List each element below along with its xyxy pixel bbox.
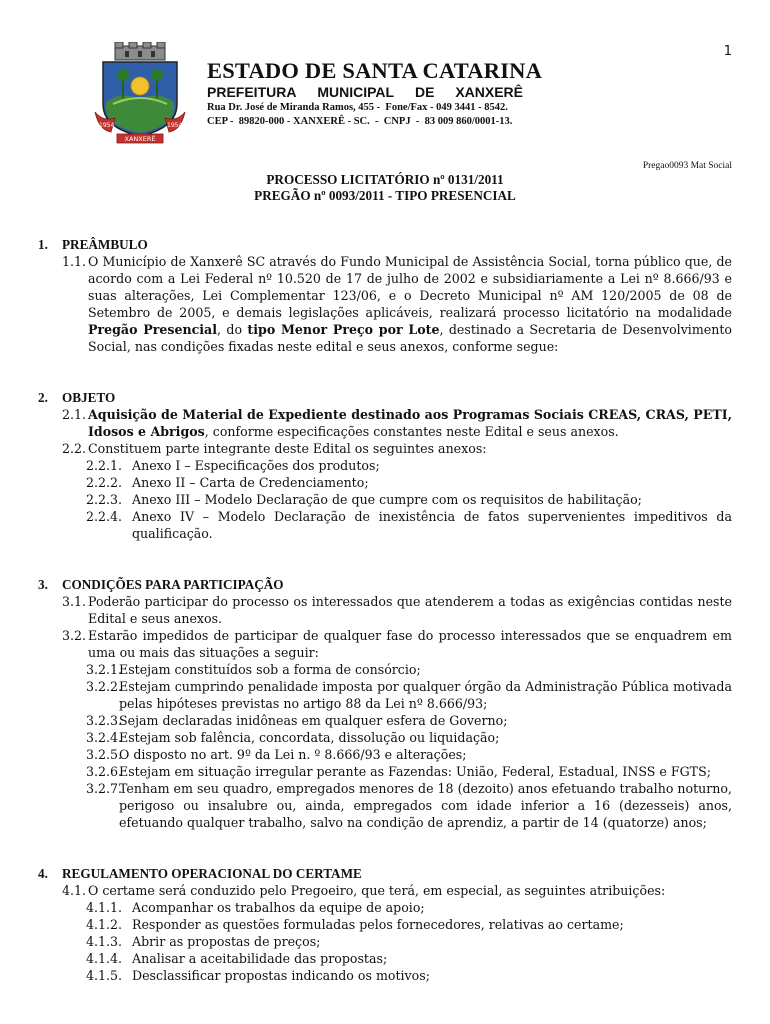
subclause-number: 3.2.2. — [86, 679, 123, 694]
subclause — [38, 474, 732, 491]
crest-ribbon-right: 1954 — [167, 122, 183, 129]
section-heading — [38, 389, 732, 406]
subclause-text: Abrir as propostas de preços; — [132, 934, 321, 949]
section-number: 2. — [38, 390, 48, 405]
subclause-text: Desclassificar propostas indicando os motivos; — [132, 968, 430, 983]
subclause-text: Estejam sob falência, concordata, dissolução ou liquidação; — [119, 730, 500, 745]
crest-city: XANXERÊ — [124, 135, 156, 143]
state-title: ESTADO DE SANTA CATARINA — [207, 58, 543, 83]
subclause — [38, 457, 732, 474]
section-heading — [38, 576, 732, 593]
address-line: Rua Dr. José de Miranda Ramos, 455 - Fone/Fax - 049 3441 - 8542. — [207, 102, 508, 113]
clause-bold-type: tipo Menor Preço por Lote — [247, 322, 440, 337]
clause-number: 3.1. — [62, 594, 87, 609]
letterhead — [207, 58, 727, 129]
prefeitura-word: MUNICIPAL — [317, 84, 395, 100]
subclause-number: 2.2.1. — [86, 458, 123, 473]
subclause-number: 4.1.2. — [86, 917, 123, 932]
subclause-number: 4.1.4. — [86, 951, 123, 966]
section-title: CONDIÇÕES PARA PARTICIPAÇÃO — [62, 577, 284, 592]
municipal-crest-icon — [93, 42, 187, 144]
subclause-text: Analisar a aceitabilidade das propostas; — [132, 951, 388, 966]
subclause-text: O disposto no art. 9º da Lei n. º 8.666/93 e alterações; — [119, 747, 467, 762]
document-titles — [0, 172, 770, 204]
clause — [38, 593, 732, 627]
clause — [38, 406, 732, 440]
clause-text — [88, 406, 732, 440]
subclause — [38, 491, 732, 508]
subclause-text: Anexo I – Especificações dos produtos; — [132, 458, 380, 473]
process-title: PROCESSO LICITATÓRIO nº 0131/2011 — [266, 172, 504, 187]
subclause-number: 2.2.4. — [86, 509, 123, 524]
subclause-number: 3.2.5. — [86, 747, 123, 762]
crest-ribbon-left: 1954 — [99, 122, 115, 129]
subclause — [38, 508, 732, 542]
subclause — [38, 916, 732, 933]
section-heading — [38, 236, 732, 253]
subclause — [38, 899, 732, 916]
subclause-text: Estejam em situação irregular perante as Fazendas: União, Federal, Estadual, INSS e FGTS; — [119, 764, 711, 779]
clause-bold-modality: Pregão Presencial — [88, 322, 218, 337]
section-title: REGULAMENTO OPERACIONAL DO CERTAME — [62, 866, 362, 881]
section-number: 4. — [38, 866, 48, 881]
subclause-text: Responder as questões formuladas pelos fornecedores, relativas ao certame; — [132, 917, 624, 932]
subclause — [38, 746, 732, 763]
subclause — [38, 729, 732, 746]
section-title: PREÂMBULO — [62, 237, 148, 252]
subclause-text: Estejam constituídos sob a forma de consórcio; — [119, 662, 421, 677]
subclause-number: 2.2.3. — [86, 492, 123, 507]
clause-text: Constituem parte integrante deste Edital os seguintes anexos: — [88, 441, 487, 456]
clause — [38, 882, 732, 899]
clause-text: O certame será conduzido pelo Pregoeiro, que terá, em especial, as seguintes atribuições: — [88, 883, 666, 898]
subclause — [38, 780, 732, 831]
crest-crown — [115, 42, 165, 60]
prefeitura-title — [207, 84, 523, 101]
clause-number: 1.1. — [62, 254, 87, 269]
subclause — [38, 967, 732, 984]
clause-number: 4.1. — [62, 883, 87, 898]
subclause — [38, 712, 732, 729]
subclause-number: 3.2.4. — [86, 730, 123, 745]
subclause-number: 4.1.1. — [86, 900, 123, 915]
clause — [38, 440, 732, 457]
subclause-number: 3.2.6. — [86, 764, 123, 779]
subclause-text: Anexo II – Carta de Credenciamento; — [132, 475, 369, 490]
clause-bold-object: Aquisição de Material de Expediente destinado aos Programas Sociais CREAS, CRAS, PETI, Idosos e Abrigos — [88, 407, 732, 439]
clause-text-part: O Município de Xanxerê SC através do Fundo Municipal de Assistência Social, torna público que, de acordo com a Lei Federal nº 10.520 de 17 de julho de 2002 e subsidiariamente a Lei nº 8.666/93 e suas alterações, Lei Complementar 123/06, e o Decreto Municipal nº AM 120/2005 de 08 de Setembro de 2005, e demais legislações aplicáveis, realizará processo licitatório na modalidade — [88, 254, 732, 320]
subclause-number: 3.2.7. — [86, 781, 123, 796]
section-number: 3. — [38, 577, 48, 592]
clause-number: 3.2. — [62, 628, 87, 643]
clause-number: 2.1. — [62, 407, 87, 422]
clause-text-part: , do — [217, 322, 248, 337]
subclause-number: 2.2.2. — [86, 475, 123, 490]
section-number: 1. — [38, 237, 48, 252]
subclause — [38, 661, 732, 678]
clause — [38, 253, 732, 355]
subclause-text: Tenham em seu quadro, empregados menores de 18 (dezoito) anos efetuando trabalho noturno, perigoso ou insalubre ou, ainda, empregados com idade inferior a 16 (dezesseis) anos, efetuando qualquer trabalho, salvo na condição de aprendiz, a partir de 14 (quatorze) anos; — [119, 781, 732, 830]
subclause — [38, 950, 732, 967]
subclause-text: Sejam declaradas inidôneas em qualquer esfera de Governo; — [119, 713, 508, 728]
subclause-text: Acompanhar os trabalhos da equipe de apoio; — [132, 900, 425, 915]
clause-text-part: , conforme especificações constantes neste Edital e seus anexos. — [204, 424, 619, 439]
pregao-title: PREGÃO nº 0093/2011 - TIPO PRESENCIAL — [254, 188, 516, 203]
subclause-text: Anexo IV – Modelo Declaração de inexistência de fatos supervenientes impeditivos da qualificação. — [132, 509, 732, 541]
prefeitura-word: XANXERÊ — [455, 84, 523, 100]
file-reference: Pregao0093 Mat Social — [642, 161, 732, 171]
subclause — [38, 763, 732, 780]
subclause-number: 4.1.5. — [86, 968, 123, 983]
subclause — [38, 678, 732, 712]
prefeitura-word: PREFEITURA — [207, 84, 297, 100]
clause-text: Poderão participar do processo os interessados que atenderem a todas as exigências contidas neste Edital e seus anexos. — [88, 594, 732, 626]
subclause-number: 4.1.3. — [86, 934, 123, 949]
prefeitura-word: DE — [414, 84, 435, 100]
section-heading — [38, 865, 732, 882]
clause-number: 2.2. — [62, 441, 87, 456]
subclause — [38, 933, 732, 950]
document-body — [38, 236, 732, 984]
section-title: OBJETO — [62, 390, 116, 405]
subclause-text: Estejam cumprindo penalidade imposta por qualquer órgão da Administração Pública motivada pelas hipóteses previstas no artigo 88 da Lei nº 8.666/93; — [119, 679, 732, 711]
clause-text — [88, 253, 732, 355]
subclause-number: 3.2.3. — [86, 713, 123, 728]
clause — [38, 627, 732, 661]
cep-cnpj-line: CEP - 89820-000 - XANXERÊ - SC. - CNPJ - 83 009 860/0001-13. — [207, 116, 513, 127]
clause-text-part: , destinado a Secretaria de Desenvolvimento Social, nas condições fixadas neste edital e seus anexos, conforme segue: — [88, 322, 732, 354]
subclause-text: Anexo III – Modelo Declaração de que cumpre com os requisitos de habilitação; — [132, 492, 642, 507]
subclause-number: 3.2.1. — [86, 662, 123, 677]
page-number: 1 — [723, 44, 732, 59]
clause-text: Estarão impedidos de participar de qualquer fase do processo interessados que se enquadrem em uma ou mais das situações a seguir: — [88, 628, 732, 660]
